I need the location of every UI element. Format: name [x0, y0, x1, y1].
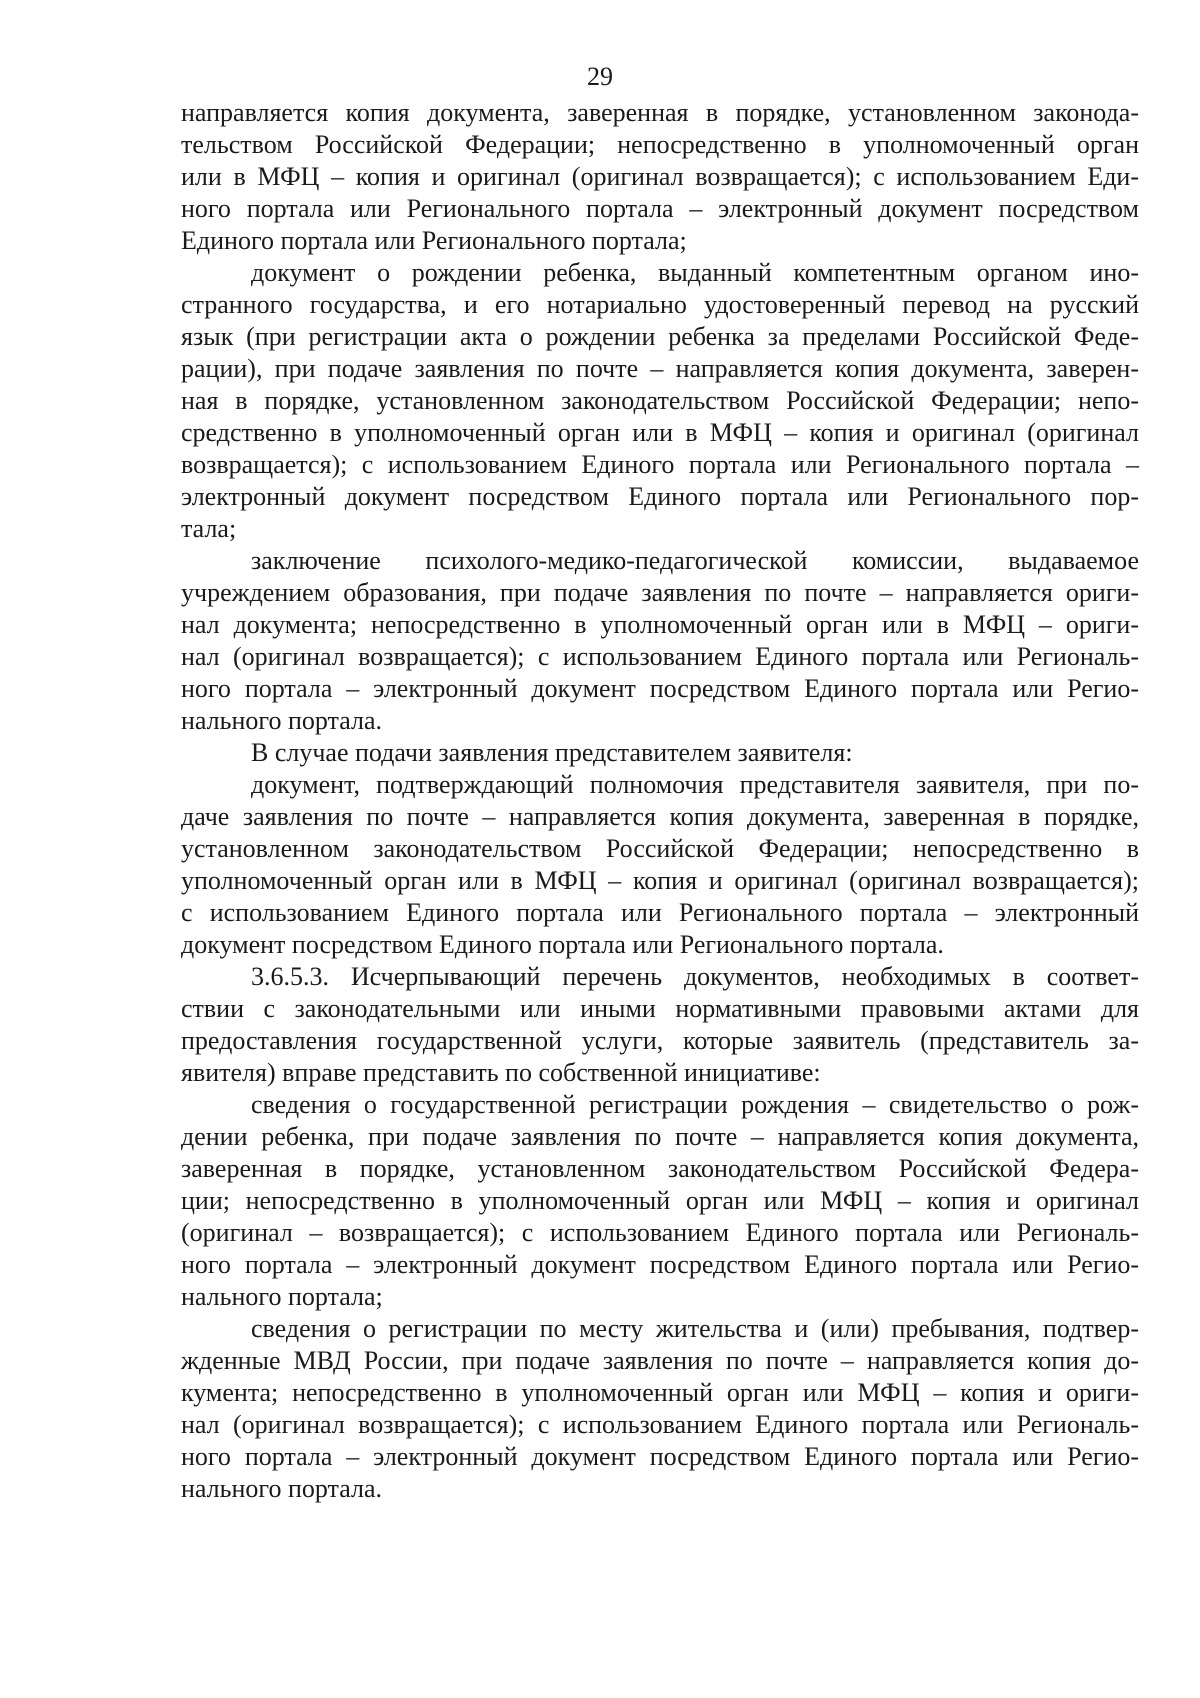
text-line: сведения о регистрации по месту жительства и (или) пребывания, подтвер-: [251, 1314, 1139, 1343]
text-line: ного портала – электронный документ посредством Единого портала или Регио-: [181, 1250, 1139, 1279]
text-line: уполномоченный орган или в МФЦ – копия и оригинал (оригинал возвращается);: [181, 866, 1139, 895]
text-line: документ посредством Единого портала или Регионального портала.: [181, 930, 944, 959]
text-line: (оригинал – возвращается); с использованием Единого портала или Региональ-: [181, 1218, 1139, 1247]
text-line: документ, подтверждающий полномочия представителя заявителя, при по-: [251, 770, 1139, 799]
text-line: дении ребенка, при подаче заявления по почте – направляется копия документа,: [181, 1122, 1139, 1151]
text-line: В случае подачи заявления представителем заявителя:: [251, 738, 853, 767]
text-line: 3.6.5.3. Исчерпывающий перечень документов, необходимых в соответ-: [251, 962, 1139, 991]
text-line: Единого портала или Регионального портала;: [181, 226, 687, 255]
text-line: или в МФЦ – копия и оригинал (оригинал возвращается); с использованием Еди-: [181, 162, 1139, 191]
text-line: нал (оригинал возвращается); с использованием Единого портала или Региональ-: [181, 642, 1139, 671]
text-line: кумента; непосредственно в уполномоченный орган или МФЦ – копия и ориги-: [181, 1378, 1139, 1407]
text-line: ная в порядке, установленном законодательством Российской Федерации; непо-: [181, 386, 1139, 415]
text-line: ции; непосредственно в уполномоченный орган или МФЦ – копия и оригинал: [181, 1186, 1139, 1215]
text-line: ного портала – электронный документ посредством Единого портала или Регио-: [181, 674, 1139, 703]
text-line: нального портала.: [181, 1474, 382, 1503]
text-line: тельством Российской Федерации; непосредственно в уполномоченный орган: [181, 130, 1139, 159]
text-line: заверенная в порядке, установленном законодательством Российской Федера-: [181, 1154, 1139, 1183]
page-number: 29: [587, 62, 613, 91]
text-line: сведения о государственной регистрации рождения – свидетельство о рож-: [251, 1090, 1139, 1119]
text-line: даче заявления по почте – направляется копия документа, заверенная в порядке,: [181, 802, 1139, 831]
document-body: [181, 97, 1139, 1505]
text-line: тала;: [181, 514, 237, 543]
text-line: нального портала.: [181, 706, 382, 735]
text-line: документ о рождении ребенка, выданный компетентным органом ино-: [251, 258, 1139, 287]
text-line: нального портала;: [181, 1282, 383, 1311]
text-line: возвращается); с использованием Единого портала или Регионального портала –: [181, 450, 1139, 479]
text-line: ствии с законодательными или иными нормативными правовыми актами для: [181, 994, 1139, 1023]
text-line: заключение психолого-медико-педагогической комиссии, выдаваемое: [251, 546, 1139, 575]
text-line: электронный документ посредством Единого портала или Регионального пор-: [181, 482, 1139, 511]
text-line: установленном законодательством Российской Федерации; непосредственно в: [181, 834, 1139, 863]
text-line: направляется копия документа, заверенная в порядке, установленном законода-: [181, 98, 1139, 127]
text-line: жденные МВД России, при подаче заявления по почте – направляется копия до-: [181, 1346, 1139, 1375]
text-line: ного портала или Регионального портала – электронный документ посредством: [181, 194, 1139, 223]
text-line: язык (при регистрации акта о рождении ребенка за пределами Российской Феде-: [181, 322, 1139, 351]
text-line: предоставления государственной услуги, которые заявитель (представитель за-: [181, 1026, 1139, 1055]
text-line: нал (оригинал возвращается); с использованием Единого портала или Региональ-: [181, 1410, 1139, 1439]
text-line: с использованием Единого портала или Регионального портала – электронный: [181, 898, 1139, 927]
text-line: учреждением образования, при подаче заявления по почте – направляется ориги-: [181, 578, 1139, 607]
text-line: нал документа; непосредственно в уполномоченный орган или в МФЦ – ориги-: [181, 610, 1139, 639]
text-line: средственно в уполномоченный орган или в МФЦ – копия и оригинал (оригинал: [181, 418, 1139, 447]
text-line: явителя) вправе представить по собственной инициативе:: [181, 1058, 821, 1087]
text-line: рации), при подаче заявления по почте – направляется копия документа, заверен-: [181, 354, 1139, 383]
text-line: ного портала – электронный документ посредством Единого портала или Регио-: [181, 1442, 1139, 1471]
text-line: странного государства, и его нотариально удостоверенный перевод на русский: [181, 290, 1139, 319]
